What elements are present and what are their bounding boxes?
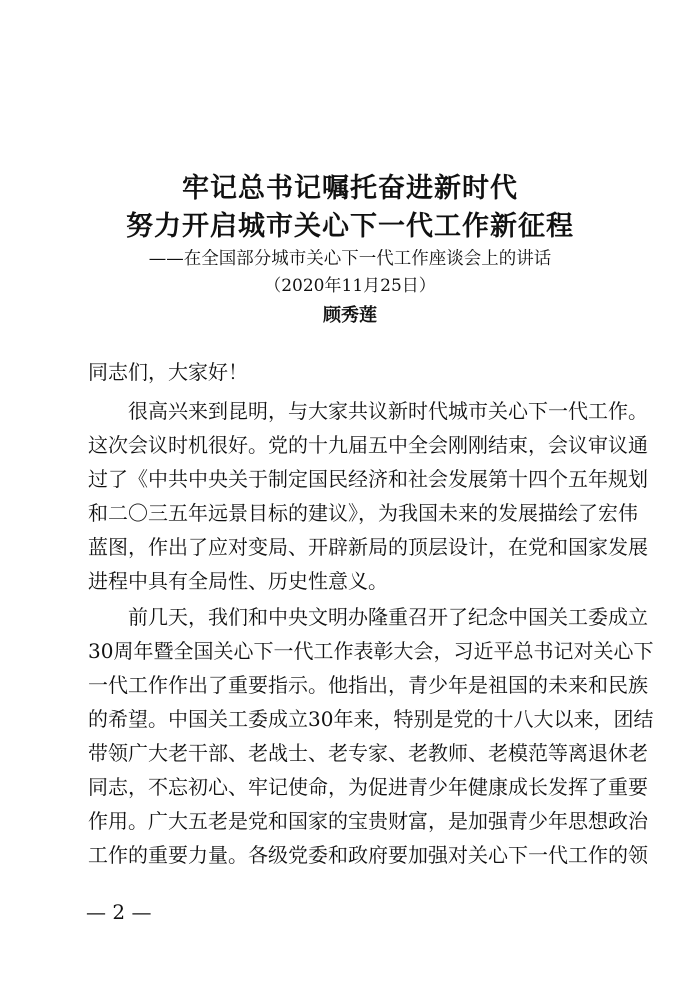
paragraph-1 — [88, 394, 648, 598]
paragraph-2 — [88, 600, 654, 872]
paragraph-line: 前几天，我们和中央文明办隆重召开了纪念中国关工委成立 — [128, 605, 648, 629]
paragraph-line: 进程中具有全局性、历史性意义。 — [88, 569, 388, 593]
page-number: — 2 — — [86, 900, 152, 924]
paragraph-line: 同志，不忘初心、牢记使命，为促进青少年健康成长发挥了重要 — [88, 775, 648, 799]
paragraph-line: 作用。广大五老是党和国家的宝贵财富，是加强青少年思想政治 — [88, 809, 648, 833]
paragraph-line: 很高兴来到昆明，与大家共议新时代城市关心下一代工作。 — [128, 399, 648, 423]
greeting: 同志们，大家好！ — [88, 360, 248, 384]
paragraph-line: 这次会议时机很好。党的十九届五中全会刚刚结束，会议审议通 — [88, 433, 648, 457]
subtitle: ——在全国部分城市关心下一代工作座谈会上的讲话 — [148, 249, 552, 269]
paragraph-line: 过了《中共中央关于制定国民经济和社会发展第十四个五年规划 — [88, 467, 648, 491]
paragraph-line: 带领广大老干部、老战士、老专家、老教师、老模范等离退休老 — [88, 741, 648, 765]
title-line-1: 牢记总书记嘱托奋进新时代 — [182, 173, 518, 204]
paragraph-line: 30周年暨全国关心下一代工作表彰大会，习近平总书记对关心下 — [88, 639, 654, 663]
paragraph-line: 和二〇三五年远景目标的建议》，为我国未来的发展描绘了宏伟 — [88, 501, 638, 525]
title-line-2: 努力开启城市关心下一代工作新征程 — [126, 211, 574, 242]
paragraph-line: 工作的重要力量。各级党委和政府要加强对关心下一代工作的领 — [88, 843, 648, 867]
paragraph-line: 一代工作作出了重要指示。他指出，青少年是祖国的未来和民族 — [88, 673, 648, 697]
author-name: 顾秀莲 — [323, 305, 377, 326]
paragraph-line: 蓝图，作出了应对变局、开辟新局的顶层设计，在党和国家发展 — [88, 535, 648, 559]
speech-date: （2020年11月25日） — [264, 276, 436, 296]
paragraph-line: 的希望。中国关工委成立30年来，特别是党的十八大以来，团结 — [88, 707, 654, 731]
